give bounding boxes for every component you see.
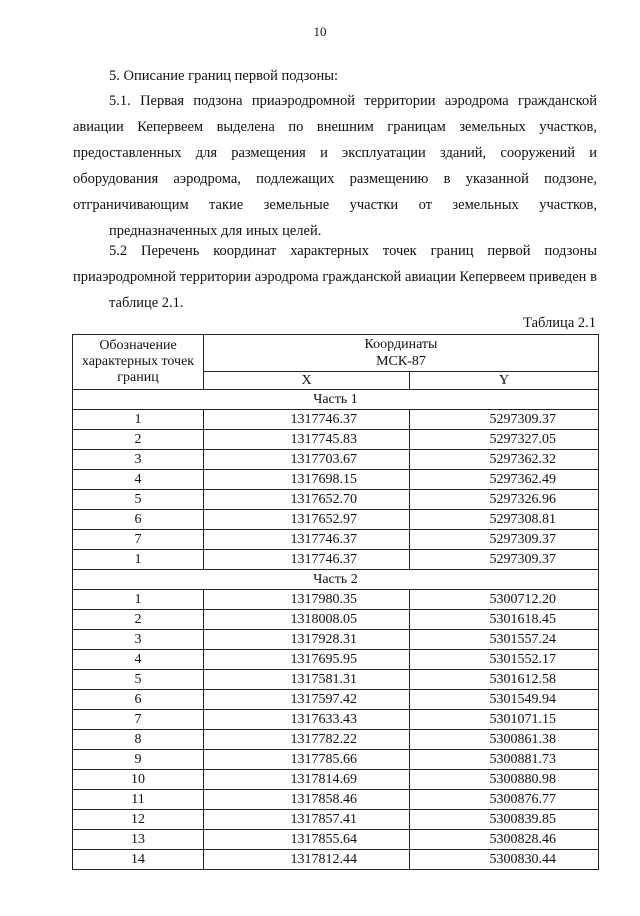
table-row [73,850,599,870]
part-row [73,570,599,590]
coord-y: 5301549.94 [410,690,599,710]
point-number: 2 [73,430,204,450]
coord-y: 5297362.49 [410,470,599,490]
point-number: 5 [73,490,204,510]
coord-y: 5300839.85 [410,810,599,830]
paragraph-5-1-main: 5.1. Первая подзона приаэродромной территории аэродрома гражданской авиации Кепервеем выделена по внешним границам земельных участков, предоставленных для размещения и эксплуатации зданий, сооружений и оборудования аэродрома, подлежащих размещению в указанной подзоне, отграничивающим такие земельные участки от земельных участков, [73,93,597,213]
table-row [73,450,599,470]
coord-x: 1317652.70 [204,490,410,510]
point-number: 1 [73,590,204,610]
table-row [73,690,599,710]
page-number: 10 [313,24,327,39]
coord-x: 1317652.97 [204,510,410,530]
coord-y: 5301552.17 [410,650,599,670]
point-number: 1 [73,410,204,430]
point-number: 7 [73,710,204,730]
coord-x: 1317857.41 [204,810,410,830]
paragraph-5-1-last-line: предназначенных для иных целей. [109,223,322,239]
table-row [73,630,599,650]
point-number: 11 [73,790,204,810]
part-title: Часть 1 [73,390,599,410]
table-row [73,830,599,850]
coord-x: 1317782.22 [204,730,410,750]
coord-y: 5297327.05 [410,430,599,450]
table-caption: Таблица 2.1 [523,315,596,331]
coord-y: 5300876.77 [410,790,599,810]
point-number: 1 [73,550,204,570]
coord-x: 1317746.37 [204,530,410,550]
coord-x: 1317581.31 [204,670,410,690]
table-row [73,510,599,530]
coord-x: 1317980.35 [204,590,410,610]
coord-y: 5300861.38 [410,730,599,750]
point-number: 4 [73,470,204,490]
coord-y: 5300881.73 [410,750,599,770]
header-coordinates-title: Координаты [364,337,438,352]
coord-y: 5301612.58 [410,670,599,690]
point-number: 6 [73,690,204,710]
coord-x: 1317855.64 [204,830,410,850]
point-number: 13 [73,830,204,850]
table-row [73,810,599,830]
point-number: 3 [73,630,204,650]
table-row [73,590,599,610]
point-number: 10 [73,770,204,790]
table-body [73,390,599,870]
point-number: 5 [73,670,204,690]
coord-x: 1317597.42 [204,690,410,710]
coord-x: 1317745.83 [204,430,410,450]
point-number: 7 [73,530,204,550]
table-row [73,770,599,790]
part-title: Часть 2 [73,570,599,590]
header-coordinate-system: МСК-87 [376,354,426,369]
table-row [73,650,599,670]
coord-x: 1317858.46 [204,790,410,810]
coord-y: 5297309.37 [410,530,599,550]
paragraph-5-2 [73,238,597,316]
section-heading: 5. Описание границ первой подзоны: [109,68,339,84]
point-number: 8 [73,730,204,750]
header-point-designation: Обозначение характерных точек границ [73,335,204,390]
coord-x: 1318008.05 [204,610,410,630]
point-number: 6 [73,510,204,530]
coord-y: 5300828.46 [410,830,599,850]
coord-x: 1317812.44 [204,850,410,870]
coord-y: 5300880.98 [410,770,599,790]
coord-y: 5300830.44 [410,850,599,870]
coord-y: 5297362.32 [410,450,599,470]
coord-x: 1317785.66 [204,750,410,770]
point-number: 9 [73,750,204,770]
coord-x: 1317746.37 [204,410,410,430]
table-row [73,530,599,550]
point-number: 12 [73,810,204,830]
table-row [73,610,599,630]
point-number: 4 [73,650,204,670]
coord-y: 5301071.15 [410,710,599,730]
coord-y: 5301557.24 [410,630,599,650]
coord-x: 1317633.43 [204,710,410,730]
coord-y: 5297309.37 [410,410,599,430]
table-row [73,670,599,690]
header-coordinates [204,335,599,372]
coord-x: 1317698.15 [204,470,410,490]
coord-x: 1317703.67 [204,450,410,470]
table-row [73,490,599,510]
coord-y: 5297309.37 [410,550,599,570]
table-row [73,750,599,770]
point-number: 3 [73,450,204,470]
paragraph-5-1 [73,88,597,244]
coord-y: 5297326.96 [410,490,599,510]
part-row [73,390,599,410]
table-row [73,710,599,730]
table-row [73,430,599,450]
coord-y: 5301618.45 [410,610,599,630]
header-y: Y [410,372,599,390]
coord-x: 1317814.69 [204,770,410,790]
table-row [73,410,599,430]
table-row [73,730,599,750]
table-row [73,550,599,570]
coord-y: 5300712.20 [410,590,599,610]
coordinates-table [72,334,599,870]
coord-y: 5297308.81 [410,510,599,530]
paragraph-5-2-main: 5.2 Перечень координат характерных точек границ первой подзоны приаэродромной территории аэродрома гражданской авиации Кепервеем приведен в [73,243,597,285]
coord-x: 1317746.37 [204,550,410,570]
coord-x: 1317928.31 [204,630,410,650]
header-x: X [204,372,410,390]
paragraph-5-2-last-line: таблице 2.1. [109,295,184,311]
point-number: 2 [73,610,204,630]
table-row [73,470,599,490]
coord-x: 1317695.95 [204,650,410,670]
point-number: 14 [73,850,204,870]
table-row [73,790,599,810]
